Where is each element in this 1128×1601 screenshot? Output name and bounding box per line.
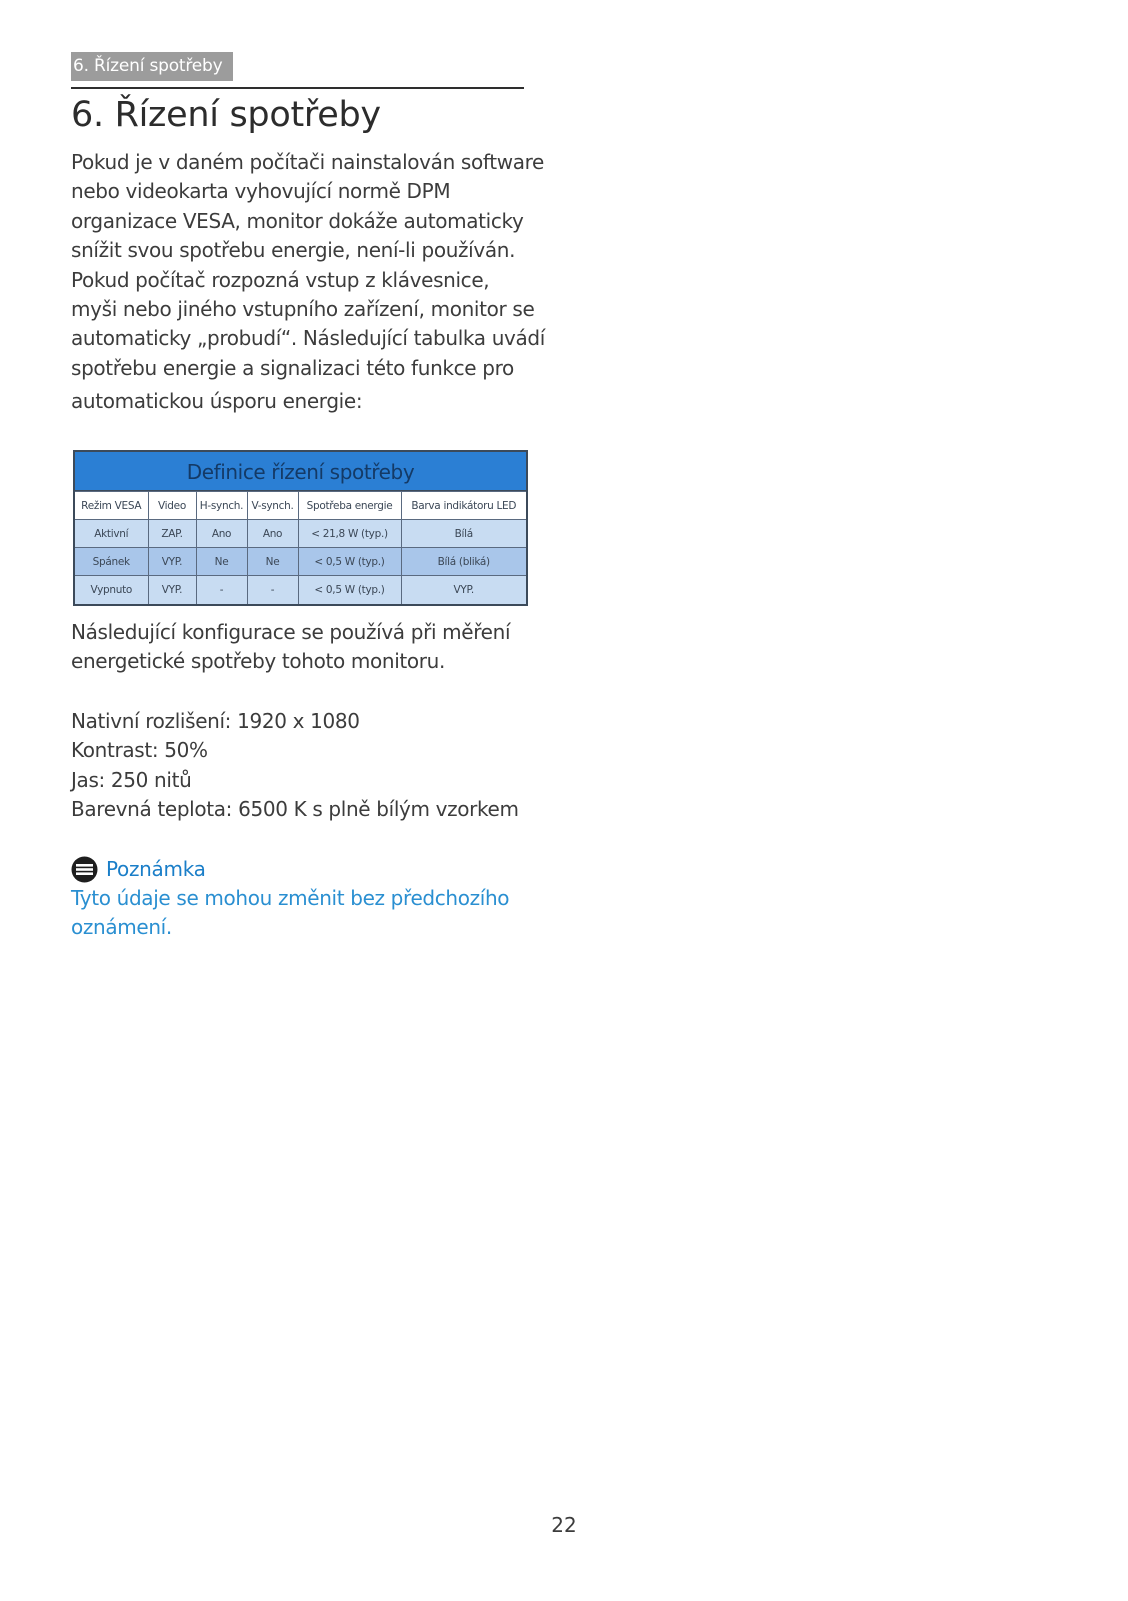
table-row (75, 576, 526, 604)
note-line: Tyto údaje se mohou změnit bez předchozího (71, 886, 510, 910)
setting-brightness: Jas: 250 nitů (71, 767, 192, 792)
note-body (71, 884, 541, 943)
intro-line: automatickou úsporu energie: (71, 389, 363, 414)
column-header: Režim VESA (75, 492, 148, 520)
intro-paragraph (71, 148, 545, 417)
table-cell: Vypnuto (75, 576, 148, 604)
intro-line: nebo videokarta vyhovující normě DPM (71, 179, 451, 204)
table-cell: VYP. (148, 576, 196, 604)
table-cell: Ne (247, 548, 298, 576)
setting-contrast: Kontrast: 50% (71, 738, 208, 763)
column-header: Barva indikátoru LED (401, 492, 526, 520)
table-cell: Bílá (401, 520, 526, 548)
note-icon (71, 856, 98, 883)
table-cell: Ano (196, 520, 247, 548)
table-header-row (75, 492, 526, 520)
intro-line: snížit svou spotřebu energie, není-li používán. (71, 238, 516, 263)
table-cell: Ano (247, 520, 298, 548)
intro-line: Pokud je v daném počítači nainstalován software (71, 150, 544, 174)
note-line: oznámení. (71, 915, 172, 940)
table-cell: Bílá (bliká) (401, 548, 526, 576)
table-row (75, 520, 526, 548)
table-cell: < 21,8 W (typ.) (298, 520, 401, 548)
note-title: Poznámka (106, 857, 206, 881)
table-cell: ZAP. (148, 520, 196, 548)
setting-color-temperature: Barevná teplota: 6500 K s plně bílým vzorkem (71, 797, 519, 822)
header-divider (71, 87, 524, 89)
intro-line: organizace VESA, monitor dokáže automaticky (71, 208, 524, 233)
column-header: H-synch. (196, 492, 247, 520)
running-header-tab: 6. Řízení spotřeby (71, 52, 233, 81)
table-row (75, 548, 526, 576)
intro-line: spotřebu energie a signalizaci této funkce pro (71, 355, 514, 380)
intro-line: automaticky „probudí“. Následující tabulka uvádí (71, 326, 545, 351)
table-cell: Ne (196, 548, 247, 576)
column-header: V-synch. (247, 492, 298, 520)
table-cell: VYP. (401, 576, 526, 604)
table-cell: < 0,5 W (typ.) (298, 548, 401, 576)
table-cell: VYP. (148, 548, 196, 576)
table-cell: Spánek (75, 548, 148, 576)
table-cell: Aktivní (75, 520, 148, 548)
measurement-settings-list (71, 707, 541, 825)
page-number: 22 (551, 1513, 577, 1537)
measurement-config-paragraph (71, 618, 541, 677)
table-caption: Definice řízení spotřeby (75, 452, 526, 491)
paragraph-line: energetické spotřeby tohoto monitoru. (71, 649, 446, 674)
intro-line: myši nebo jiného vstupního zařízení, monitor se (71, 297, 535, 322)
paragraph-line: Následující konfigurace se používá při měření (71, 620, 511, 644)
note-heading (71, 854, 206, 884)
page-title: 6. Řízení spotřeby (71, 95, 381, 135)
power-management-table (73, 450, 528, 606)
table-cell: - (247, 576, 298, 604)
column-header: Video (148, 492, 196, 520)
column-header: Spotřeba energie (298, 492, 401, 520)
table-cell: < 0,5 W (typ.) (298, 576, 401, 604)
table-cell: - (196, 576, 247, 604)
setting-resolution: Nativní rozlišení: 1920 x 1080 (71, 709, 360, 733)
power-table-grid (75, 491, 526, 604)
intro-line: Pokud počítač rozpozná vstup z klávesnice, (71, 267, 490, 292)
